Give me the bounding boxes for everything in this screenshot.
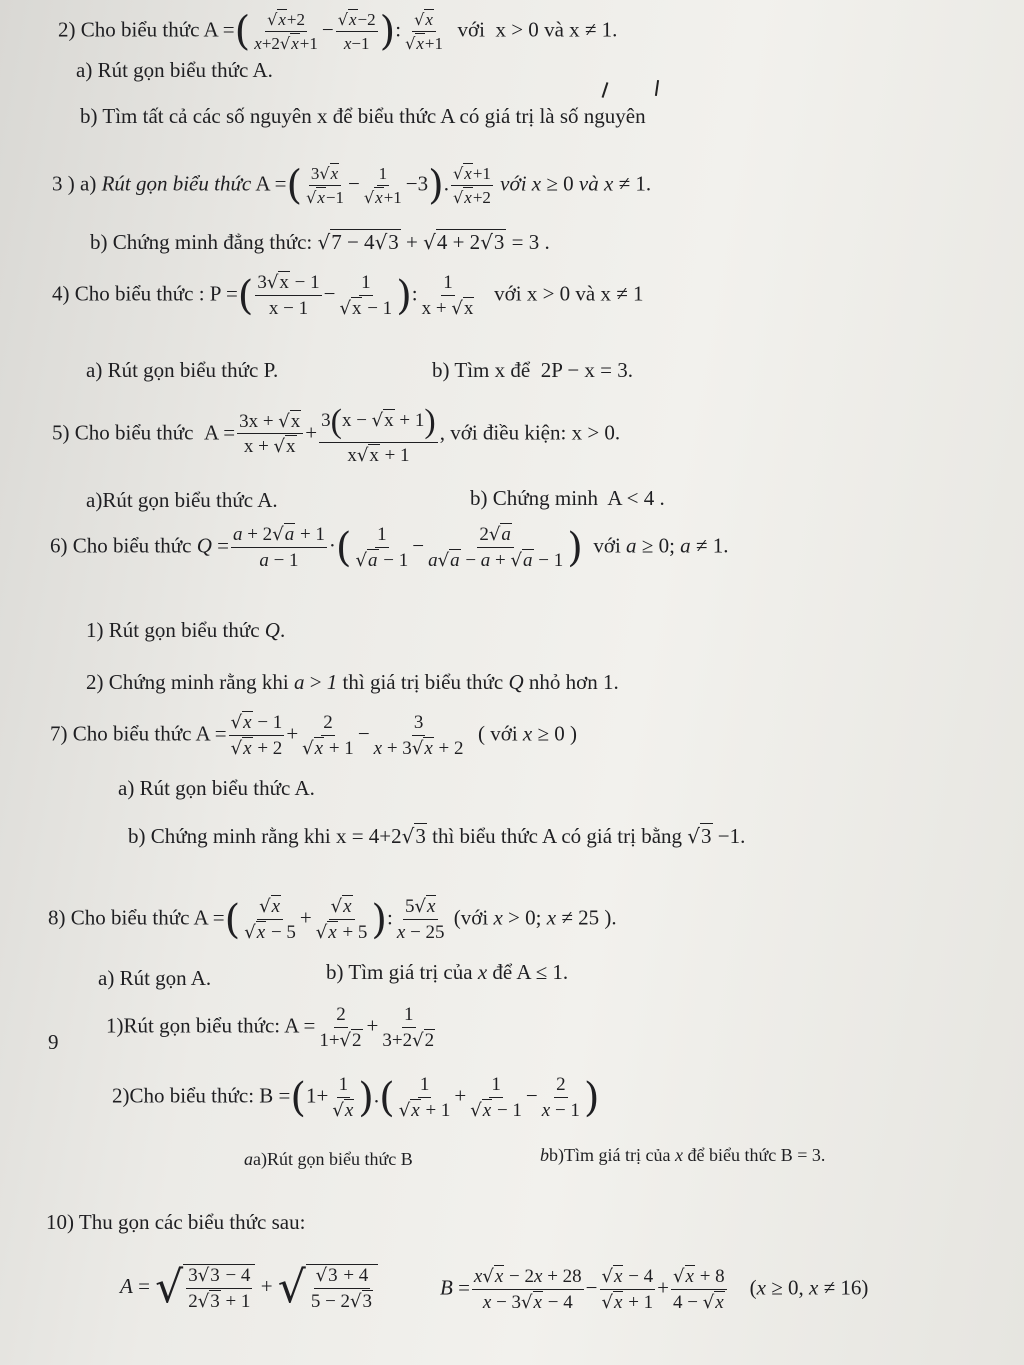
fraction: $\frac{1}{√x + 1}$ xyxy=(398,1074,451,1121)
problem-4a: a) Rút gọn biểu thức P. xyxy=(86,358,279,382)
problem-number: 7) xyxy=(50,721,68,746)
problem-lead: 1)Rút gọn biểu thức: xyxy=(106,1013,281,1038)
problem-9-number: 9 xyxy=(48,1030,59,1054)
fraction: $\frac{1}{√x - 1}$ xyxy=(339,272,393,319)
problem-9-2b: bb)Tìm giá trị của x để biểu thức B = 3. xyxy=(540,1145,826,1165)
fraction: $\frac{3}{x + 3√x + 2}$ xyxy=(373,712,464,759)
fraction: $\frac{1}{3+2√2}$ xyxy=(382,1004,435,1051)
problem-10 xyxy=(46,1212,305,1233)
problem-number: 4) xyxy=(52,281,70,306)
fraction: $\frac{2√a}{a√a - a + √a - 1}$ xyxy=(428,524,564,571)
problem-lead: Cho biểu thức xyxy=(74,420,194,445)
fraction: $\frac{√x+1}{√x+2}$ xyxy=(452,164,491,207)
problem-7: 7) Cho biểu thức A = $\frac{√x - 1}{√x + 2}$ + $\frac{2}{√x + 1}$ − $\frac{3}{x + 3√x + 2}$ ( với x ≥ 0 ) xyxy=(50,712,578,759)
fraction: $\frac{1}{√x - 1}$ xyxy=(470,1074,522,1121)
problem-number: 10) xyxy=(46,1210,74,1234)
problem-7b: b) Chứng minh rằng khi x = 4+2√3 thì biểu thức A có giá trị bằng √3 −1. xyxy=(128,824,746,848)
fraction: $\frac{3√x}{√x-1}$ xyxy=(306,164,344,207)
fraction: $\frac{1}{√x}$ xyxy=(332,1074,354,1121)
problem-lead: Cho biểu thức xyxy=(80,17,200,42)
problem-6: 6) Cho biểu thức Q = $\frac{a + 2√a + 1}{a - 1}$ ·( $\frac{1}{√a - 1}$ − $\frac{2√a}{a√a - a + √a - 1}$ ) với a ≥ 0; a ≠ 1. xyxy=(50,524,729,571)
fraction: $\frac{a + 2√a + 1}{a - 1}$ xyxy=(232,524,325,571)
fraction: $\frac{√x}{√x - 5}$ xyxy=(244,896,296,943)
problem-4b: b) Tìm x để 2P − x = 3. xyxy=(432,358,634,382)
problem-4: 4) Cho biểu thức : P =( $\frac{3√x - 1}{x - 1}$ − $\frac{1}{√x - 1}$ ): $\frac{1}{x + √x}$ với x > 0 và x ≠ 1 xyxy=(52,272,644,319)
problem-3b: b) Chứng minh đẳng thức: √7 − 4√3 + √4 + 2√3 = 3 . xyxy=(90,230,550,254)
problem-2b: b) Tìm tất cả các số nguyên x để biểu thức A có giá trị là số nguyên xyxy=(80,104,646,128)
fraction: $\frac{1}{√x+1}$ xyxy=(363,164,402,207)
problem-7a: a) Rút gọn biểu thức A. xyxy=(118,776,315,800)
problem-9-1: 1)Rút gọn biểu thức: A = $\frac{2}{1+√2}$ + $\frac{1}{3+2√2}$ xyxy=(106,1004,439,1052)
fraction: $\frac{3√x - 1}{x - 1}$ xyxy=(257,272,320,319)
problem-5: 5) Cho biểu thức A = $\frac{3x + √x}{x + √x}$ + $\frac{3(x - √x + 1)}{x√x + 1}$ , với điều kiện: x > 0. xyxy=(52,403,621,467)
problem-lead: Rút gọn biểu thức xyxy=(101,171,252,196)
problem-6-2: 2) Chứng minh rằng khi a > 1 thì giá trị biểu thức Q nhỏ hơn 1. xyxy=(86,670,619,694)
fraction: $\frac{2}{x - 1}$ xyxy=(541,1074,580,1121)
problem-5b: b) Chứng minh A < 4 . xyxy=(470,486,665,510)
fraction: $\frac{3(x - √x + 1)}{x√x + 1}$ xyxy=(321,403,436,467)
problem-3: 3 ) a) Rút gọn biểu thức A =( $\frac{3√x}{√x-1}$ − $\frac{1}{√x+1}$ −3). $\frac{√x+1}{√x+2}$ với x ≥ 0 và x ≠ 1. xyxy=(52,162,652,209)
problem-9-2: 2)Cho biểu thức: B =(1+ $\frac{1}{√x}$ ).( $\frac{1}{√x + 1}$ + $\frac{1}{√x - 1}$ − $\frac{2}{x - 1}$ ) xyxy=(112,1074,600,1121)
problem-2a: a) Rút gọn biểu thức A. xyxy=(76,58,273,82)
problem-lead: Thu gọn các biểu thức sau: xyxy=(78,1210,306,1234)
fraction: $\frac{3x + √x}{x + √x}$ xyxy=(237,411,303,459)
problem-6-1: 1) Rút gọn biểu thức Q. xyxy=(86,618,286,642)
problem-lead: Cho biểu thức xyxy=(72,721,192,746)
problem-number: 8) xyxy=(48,905,66,930)
fraction: $\frac{2}{√x + 1}$ xyxy=(302,712,354,759)
problem-10-B: B = $\frac{x√x - 2x + 28}{x - 3√x - 4}$ − $\frac{√x - 4}{√x + 1}$ + $\frac{√x + 8}{4 - √x}$ (x ≥ 0, x ≠ 16) xyxy=(440,1266,869,1313)
problem-9-2a: aa)Rút gọn biểu thức B xyxy=(244,1149,413,1169)
problem-number: 3 ) a) xyxy=(52,171,97,196)
problem-number: 5) xyxy=(52,420,70,445)
fraction: $\frac{5√x}{x - 25}$ xyxy=(396,896,445,943)
problem-8a: a) Rút gọn A. xyxy=(98,966,212,990)
fraction: $\frac{√x}{√x+1}$ xyxy=(405,10,444,53)
problem-5a: a)Rút gọn biểu thức A. xyxy=(86,488,278,512)
fraction: $\frac{√x + 8}{4 - √x}$ xyxy=(673,1266,725,1313)
problem-8: 8) Cho biểu thức A =( $\frac{√x}{√x - 5}$ + $\frac{√x}{√x + 5}$ ): $\frac{5√x}{x - 25}$ (với x > 0; x ≠ 25 ). xyxy=(48,896,617,943)
problem-lead: Cho biểu thức : xyxy=(74,281,205,306)
fraction: $\frac{1}{√a - 1}$ xyxy=(355,524,409,571)
fraction: $\frac{√x - 1}{√x + 2}$ xyxy=(230,712,283,759)
problem-number: 6) xyxy=(50,533,68,558)
fraction: $\frac{√x}{√x + 5}$ xyxy=(315,896,368,943)
pen-mark xyxy=(602,82,609,98)
fraction: $\frac{√x - 4}{√x + 1}$ xyxy=(601,1266,654,1313)
pen-mark xyxy=(655,80,659,96)
fraction: $\frac{1}{x + √x}$ xyxy=(421,272,474,319)
fraction: $\frac{2}{1+√2}$ xyxy=(319,1004,362,1051)
problem-lead: Cho biểu thức xyxy=(70,905,190,930)
problem-10-A: A = √ $\frac{3√3 - 4}{2√3 + 1}$ + √ $\frac{√3 + 4}{5 - 2√3}$ xyxy=(120,1264,378,1313)
problem-number: 2) xyxy=(58,17,76,42)
fraction: $\frac{x√x - 2x + 28}{x - 3√x - 4}$ xyxy=(473,1266,582,1313)
problem-2: 2) Cho biểu thức A =( $\frac{√x+2}{x+2√x+1}$ − $\frac{√x-2}{x-1}$ ): $\frac{√x}{√x+1}$ với x > 0 và x ≠ 1. xyxy=(58,8,618,55)
fraction: $\frac{√x-2}{x-1}$ xyxy=(337,10,376,53)
problem-8b: b) Tìm giá trị của x để A ≤ 1. xyxy=(326,960,569,984)
problem-lead: Cho biểu thức xyxy=(72,533,192,558)
fraction: $\frac{√x+2}{x+2√x+1}$ xyxy=(254,10,318,53)
